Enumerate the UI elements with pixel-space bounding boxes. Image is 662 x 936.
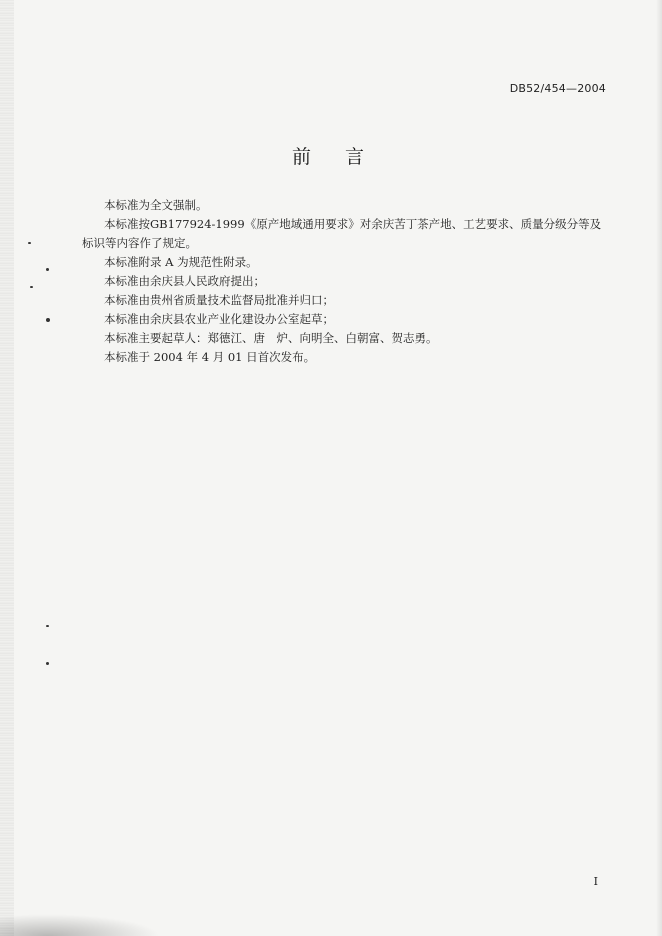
- scan-shadow-bottom: [0, 914, 160, 936]
- document-number: DB52/454—2004: [509, 82, 606, 95]
- paragraph: 本标准由余庆县人民政府提出；: [104, 274, 265, 288]
- paragraph: 本标准由余庆县农业产业化建设办公室起草；: [104, 312, 334, 326]
- paragraph: 本标准按GB177924-1999《原产地域通用要求》对余庆苦丁茶产地、工艺要求、质量分级分等及标识等内容作了规定。: [82, 217, 602, 250]
- paragraph: 本标准于 2004 年 4 月 01 日首次发布。: [104, 350, 316, 364]
- scan-speck: [46, 318, 50, 322]
- paragraph: 本标准由贵州省质量技术监督局批准并归口；: [104, 293, 334, 307]
- paragraph: 本标准主要起草人：郑德江、唐 炉、向明全、白朝富、贺志勇。: [104, 331, 438, 345]
- scan-speck: [46, 625, 49, 627]
- scan-edge-left: [0, 0, 14, 936]
- scan-speck: [46, 268, 49, 271]
- foreword-body: [82, 196, 610, 367]
- paragraph: 本标准为全文强制。: [104, 198, 208, 212]
- scan-edge-right: [656, 0, 662, 936]
- page-title: 前言: [291, 146, 398, 168]
- page-number: I: [593, 875, 598, 888]
- scan-speck: [46, 662, 49, 665]
- paragraph: 本标准附录 A 为规范性附录。: [104, 255, 258, 269]
- scan-speck: [28, 242, 31, 244]
- scan-speck: [30, 286, 33, 288]
